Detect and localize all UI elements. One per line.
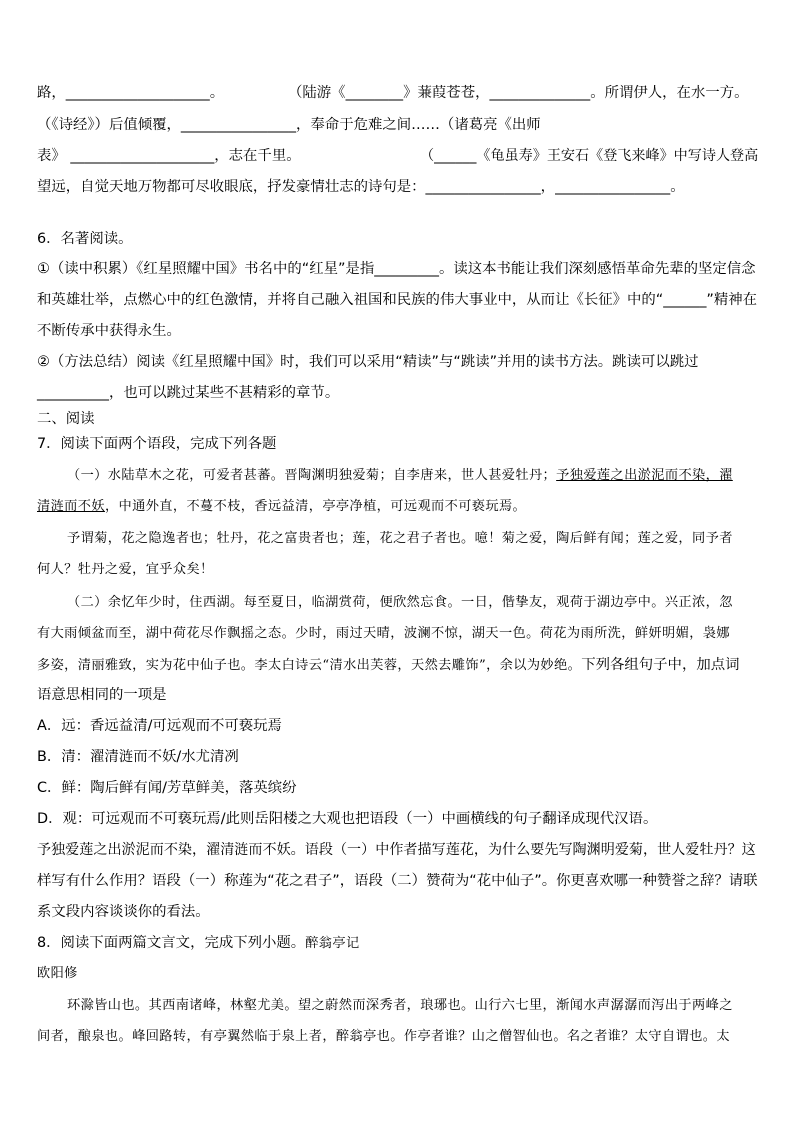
question-6-part1: 和英雄壮举，点燃心中的红色激情，并将自己融入祖国和民族的伟大事业中，从而让《长征》中的“______”精神在 bbox=[37, 292, 758, 308]
essay-line: 间者，酿泉也。峰回路转，有亭翼然临于泉上者，醉翁亭也。作亭者谁？山之僧智仙也。名之者谁？太守自谓也。太 bbox=[37, 1029, 730, 1044]
essay-line: 环滁皆山也。其西南诸峰，林壑尤美。望之蔚然而深秀者，琅琊也。山行六七里，渐闻水声潺潺而泻出于两峰之 bbox=[67, 998, 733, 1013]
poem-fill-line-3b: （______《龟虽寿》王安石《登飞来峰》中写诗人登高 bbox=[420, 148, 759, 164]
section-heading: 二、阅读 bbox=[37, 411, 95, 427]
option-a: A．远：香远益清/可远观而不可亵玩焉 bbox=[37, 718, 282, 734]
question-7-followup: 样写有什么作用？语段（一）称莲为“花之君子”，语段（二）赞荷为“花中仙子”。你更喜欢哪一种赞誉之辞？请联 bbox=[37, 873, 758, 889]
question-7-stem: 语意思相同的一项是 bbox=[37, 687, 167, 703]
passage-text: （一）水陆草木之花，可爱者甚蕃。晋陶渊明独爱菊；自李唐来，世人甚爱牡丹； bbox=[67, 468, 557, 483]
underlined-sentence: 予独爱莲之出淤泥而不染，濯 bbox=[556, 468, 733, 483]
question-8-title bbox=[37, 934, 757, 953]
question-7-followup: 予独爱莲之出淤泥而不染，濯清涟而不妖。语段（一）中作者描写莲花，为什么要先写陶渊明爱菊，世人爱牡丹？这 bbox=[37, 842, 756, 858]
question-stem: 下列各组句子中，加点词 bbox=[581, 657, 740, 673]
question-7-title: 7．阅读下面两个语段，完成下列各题 bbox=[37, 436, 277, 452]
question-7-followup: 系文段内容谈谈你的看法。 bbox=[37, 904, 210, 920]
passage-1-line bbox=[37, 498, 757, 516]
passage-1-line bbox=[67, 467, 757, 485]
option-b: B．清：濯清涟而不妖/水尤清冽 bbox=[37, 749, 239, 765]
passage-1-line: 何人？牡丹之爱，宜乎众矣！ bbox=[37, 562, 214, 577]
poem-fill-line-2: （《诗经》）后值倾覆，________________，奉命于危难之间……（诸葛亮《出师 bbox=[37, 117, 541, 133]
question-6-title: 6．名著阅读。 bbox=[37, 231, 133, 247]
poem-fill-line-4: 望远，自觉天地万物都可尽收眼底，抒发豪情壮志的诗句是：________________，________________。 bbox=[37, 179, 685, 195]
poem-fill-line-1b: （陆游《________》蒹葭苍苍，______________。所谓伊人，在水一方。 bbox=[288, 85, 749, 101]
essay-title: 醉翁亭记 bbox=[305, 936, 360, 951]
question-6-part1: ①（读中积累）《红星照耀中国》书名中的“红星”是指_________。读这本书能让我们深刻感悟革命先辈的坚定信念 bbox=[37, 261, 756, 277]
passage-2-line bbox=[37, 656, 757, 675]
question-8-stem: 8．阅读下面两篇文言文，完成下列小题。 bbox=[37, 935, 306, 951]
passage-text: 多姿，清丽雅致，实为花中仙子也。李太白诗云“清水出芙蓉，天然去雕饰”，余以为妙绝。 bbox=[37, 658, 582, 673]
poem-fill-line-3a: 表》 ____________________，志在千里。 bbox=[37, 148, 301, 164]
passage-text: ，中通外直，不蔓不枝，香远益清，亭亭净植，可远观而不可亵玩焉。 bbox=[104, 499, 527, 514]
passage-2-line: （二）余忆年少时，住西湖。每至夏日，临湖赏荷，便欣然忘食。一日，偕挚友，观荷于湖边亭中。兴正浓，忽 bbox=[67, 595, 733, 610]
poem-fill-line-1a: 路，____________________。 bbox=[37, 85, 225, 101]
passage-2-line: 有大雨倾盆而至，湖中荷花尽作飘摇之态。少时，雨过天晴，波澜不惊，湖天一色。荷花为雨所洗，鲜妍明媚，袅娜 bbox=[37, 626, 730, 641]
question-6-part2: ②（方法总结）阅读《红星照耀中国》时，我们可以采用“精读”与“跳读”并用的读书方法。跳读可以跳过 bbox=[37, 354, 699, 370]
option-c: C．鲜：陶后鲜有闻/芳草鲜美，落英缤纷 bbox=[37, 780, 297, 796]
passage-1-line: 予谓菊，花之隐逸者也；牡丹，花之富贵者也；莲，花之君子者也。噫！菊之爱，陶后鲜有闻；莲之爱，同予者 bbox=[67, 531, 733, 546]
question-6-part2: __________，也可以跳过某些不甚精彩的章节。 bbox=[37, 385, 340, 401]
underlined-sentence: 清涟而不妖 bbox=[37, 499, 105, 514]
option-d: D．观：可远观而不可亵玩焉/此则岳阳楼之大观也把语段（一）中画横线的句子翻译成现代汉语。 bbox=[37, 811, 658, 827]
essay-author: 欧阳修 bbox=[37, 966, 78, 981]
question-6-part1: 不断传承中获得永生。 bbox=[37, 323, 181, 339]
